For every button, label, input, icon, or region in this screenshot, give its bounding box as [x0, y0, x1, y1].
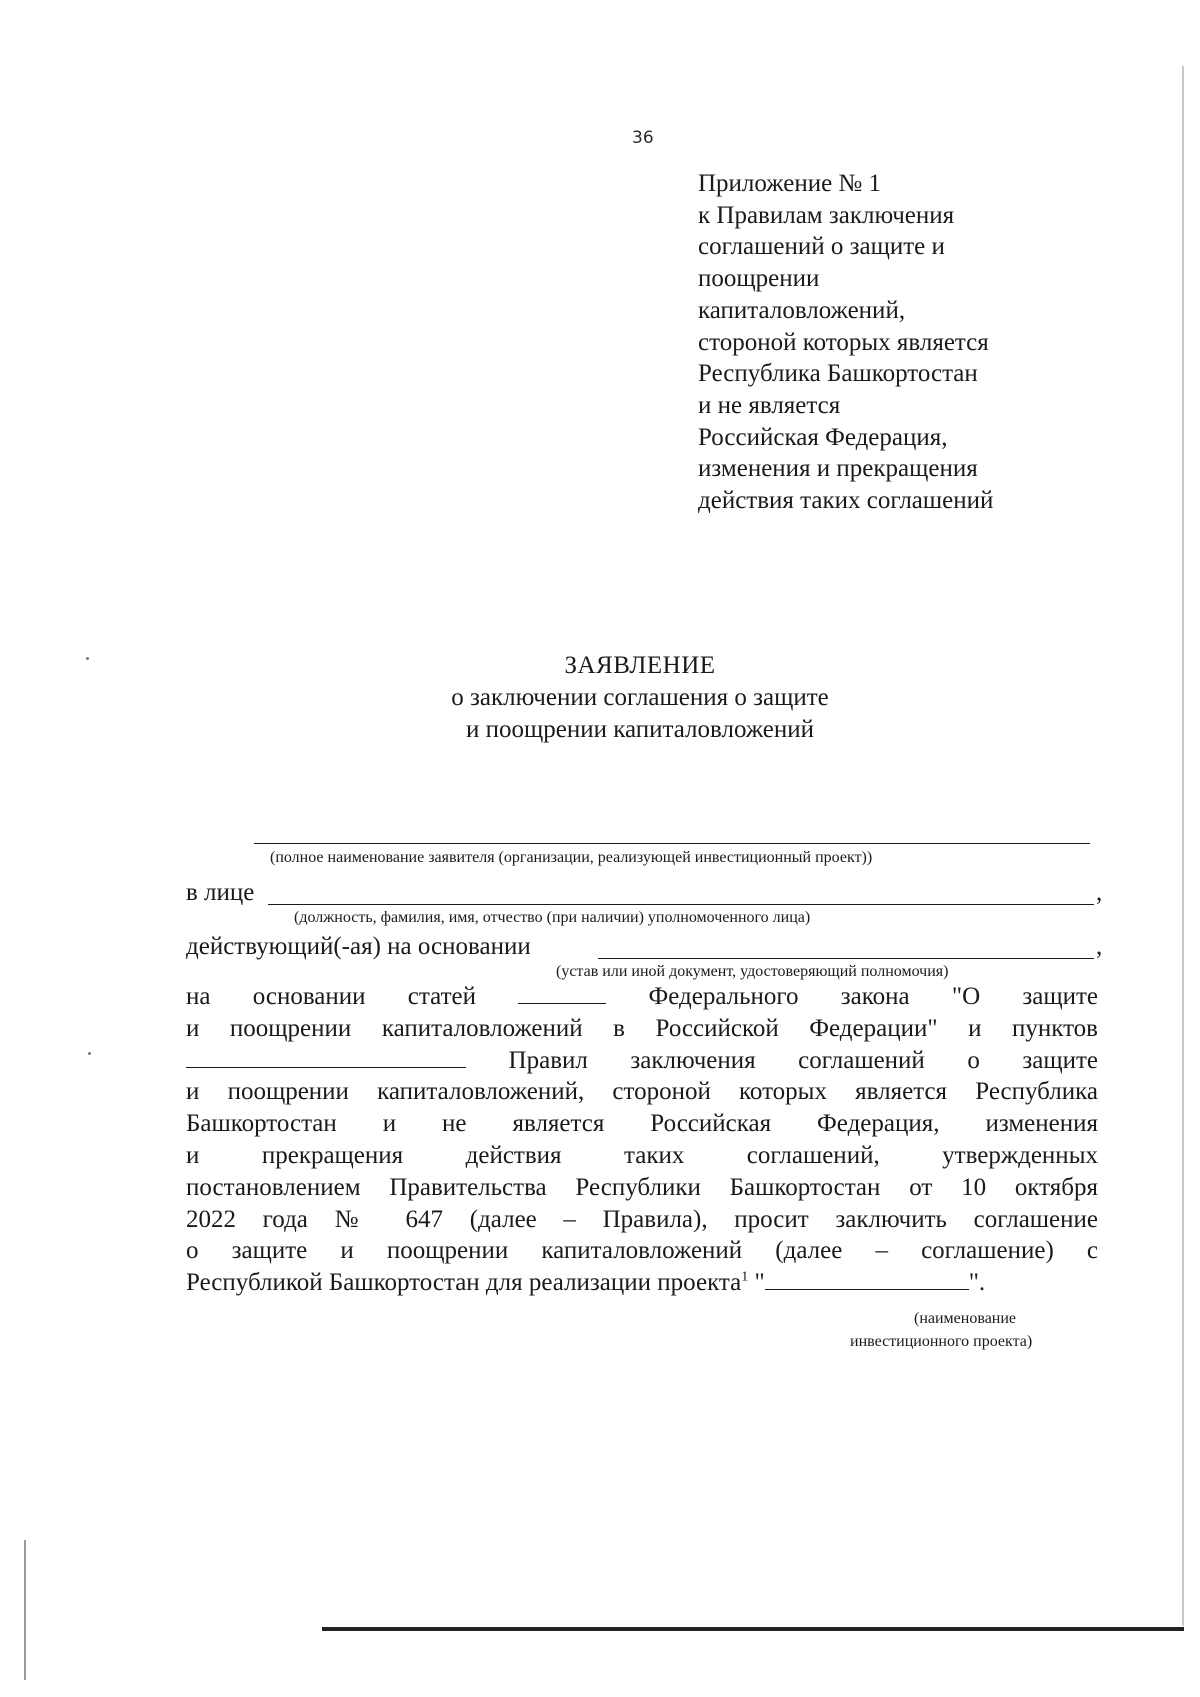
document-title — [200, 650, 1080, 746]
appendix-line: поощрении — [698, 265, 820, 293]
applicant-name-field[interactable] — [254, 843, 1090, 844]
appendix-line: изменения и прекращения — [698, 455, 978, 483]
appendix-block — [698, 168, 1118, 517]
paragraph-line: на основании статей Федерального закона "О защите — [186, 983, 1099, 1010]
footnote-marker: 1 — [741, 1269, 749, 1285]
appendix-line: действия таких соглашений — [698, 487, 994, 515]
appendix-line: и не является — [698, 391, 841, 419]
project-name-caption-1: (наименование — [914, 1310, 1017, 1327]
representative-caption: (должность, фамилия, имя, отчество (при наличии) уполномоченного лица) — [294, 909, 811, 926]
comma: , — [1096, 933, 1103, 960]
paragraph-line: 2022 года № 647 (далее – Правила), просит заключить соглашение — [186, 1205, 1098, 1233]
scan-edge-right — [1182, 66, 1184, 1626]
scan-edge-left — [24, 1540, 26, 1680]
title-main: ЗАЯВЛЕНИЕ — [564, 652, 716, 679]
appendix-line: стороной которых является — [698, 328, 989, 356]
applicant-name-caption: (полное наименование заявителя (организации, реализующей инвестиционный проект)) — [270, 849, 873, 866]
comma: , — [1096, 879, 1103, 906]
project-name-field[interactable] — [765, 1269, 969, 1290]
articles-field[interactable] — [518, 983, 606, 1004]
paragraph-line: Правил заключения соглашений о защите — [186, 1045, 1098, 1077]
acting-label: действующий(-ая) на основании — [186, 933, 531, 960]
page-number: 36 — [632, 128, 654, 148]
scan-bottom-bar — [322, 1627, 1184, 1631]
appendix-line: Республика Башкортостан — [698, 360, 978, 388]
appendix-line: соглашений о защите и — [698, 233, 945, 261]
paragraph-line: и поощрении капиталовложений, стороной которых является Республика — [186, 1078, 1098, 1106]
clauses-field[interactable] — [186, 1047, 466, 1068]
paragraph-line: и поощрении капиталовложений в Российской Федерации" и пунктов — [186, 1014, 1098, 1042]
appendix-line: капиталовложений, — [698, 296, 906, 324]
paragraph-line: Башкортостан и не является Российская Федерация, изменения — [186, 1110, 1098, 1138]
scan-speck — [86, 657, 89, 660]
authority-document-field[interactable] — [598, 958, 1094, 959]
title-subtitle-1: о заключении соглашения о защите — [451, 684, 829, 711]
paragraph-line: постановлением Правительства Республики Башкортостан от 10 октября — [186, 1173, 1098, 1201]
appendix-line: Российская Федерация, — [698, 423, 948, 451]
paragraph-line: о защите и поощрении капиталовложений (далее – соглашение) с — [186, 1237, 1098, 1265]
application-paragraph — [186, 981, 1098, 1299]
paragraph-line: и прекращения действия таких соглашений, утвержденных — [186, 1141, 1098, 1169]
paragraph-line: Республикой Башкортостан для реализации проекта$^1$ " ". — [186, 1269, 986, 1297]
appendix-line: Приложение № 1 — [698, 170, 882, 197]
authority-document-caption: (устав или иной документ, удостоверяющий полномочия) — [556, 963, 949, 980]
in-person-label: в лице — [186, 879, 255, 906]
appendix-line: к Правилам заключения — [698, 201, 955, 229]
title-subtitle-2: и поощрении капиталовложений — [465, 716, 815, 743]
project-name-caption-2: инвестиционного проекта) — [850, 1333, 1033, 1350]
scan-speck — [88, 1052, 91, 1055]
representative-field[interactable] — [268, 904, 1094, 905]
